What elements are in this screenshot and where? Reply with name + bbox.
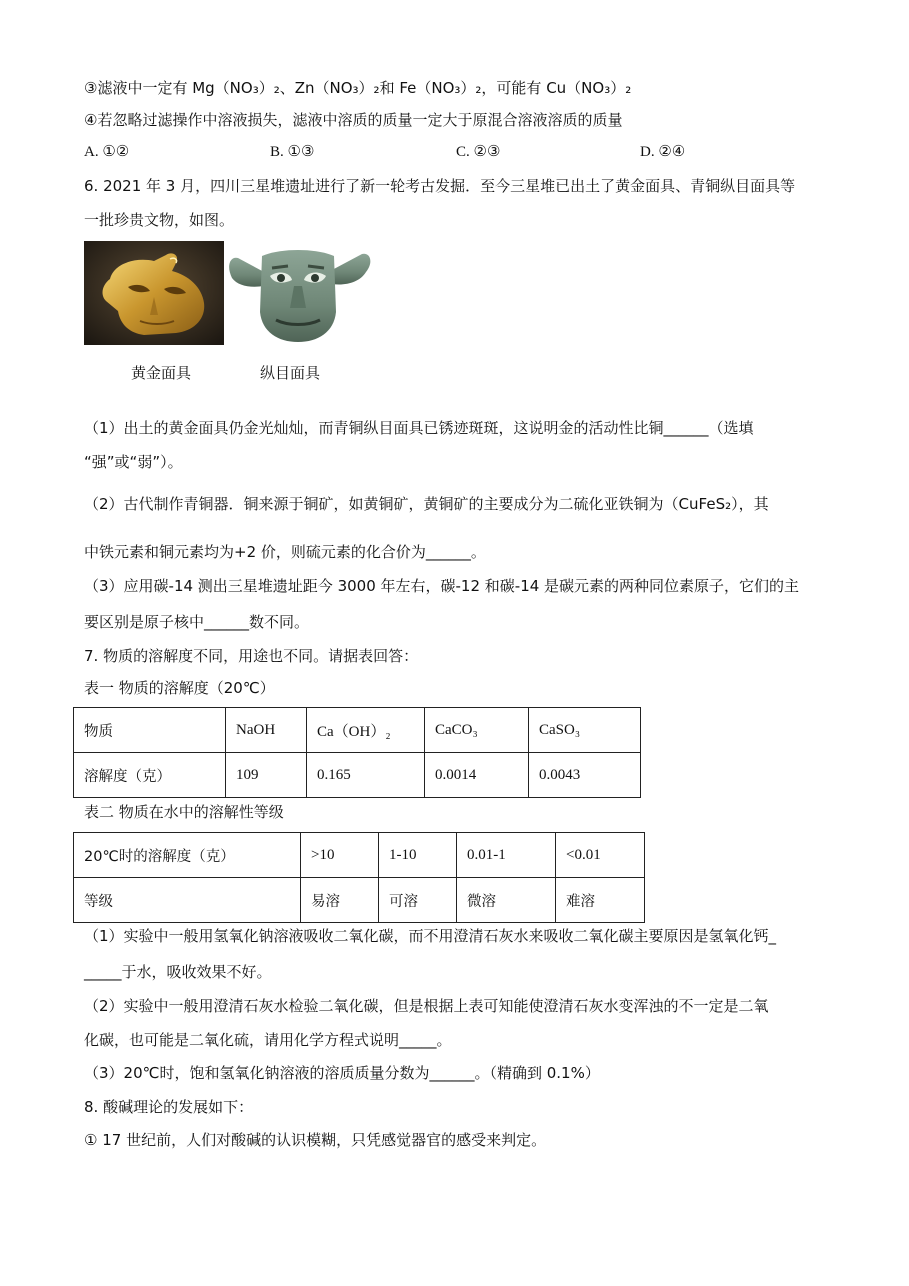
q7-intro: 7. 物质的溶解度不同，用途也不同。请据表回答： [84, 647, 419, 665]
q5-statement-4: ④若忽略过滤操作中溶液损失，滤液中溶质的质量一定大于原混合溶液溶质的质量 [84, 111, 623, 129]
q5-statement-3: ③滤液中一定有 Mg（NO₃）₂、Zn（NO₃）₂和 Fe（NO₃）₂，可能有 Cu（NO₃）₂ [84, 79, 632, 97]
q5-option-c[interactable]: C. ②③ [456, 144, 501, 160]
q8-intro: 8. 酸碱理论的发展如下： [84, 1098, 254, 1116]
table-row [74, 753, 641, 798]
q5-option-d[interactable]: D. ②④ [640, 144, 686, 160]
bronze-mask-caption: 纵目面具 [260, 364, 321, 382]
q6-sub-2-line-2: 中铁元素和铜元素均为+2 价，则硫元素的化合价为______。 [84, 543, 486, 561]
q6-intro-line-2: 一批珍贵文物，如图。 [84, 211, 235, 229]
table-cell: 微溶 [457, 878, 556, 923]
table-cell: CaCO₃ [425, 708, 529, 753]
bronze-mask-photo [224, 242, 374, 346]
q6-sub-1-line-1: （1）出土的黄金面具仍金光灿灿，而青铜纵目面具已锈迹斑斑，这说明金的活动性比铜______（选填 [84, 419, 754, 437]
table-cell: 等级 [74, 878, 301, 923]
solubility-grade-table [73, 832, 645, 923]
q7-sub-3: （3）20℃时，饱和氢氧化钠溶液的溶质质量分数为______。（精确到 0.1%） [84, 1064, 600, 1082]
q7-sub-2-line-1: （2）实验中一般用澄清石灰水检验二氧化碳，但是根据上表可知能使澄清石灰水变浑浊的不一定是二氧 [84, 997, 769, 1015]
table-cell: <0.01 [556, 833, 645, 878]
q5-option-b[interactable]: B. ①③ [270, 144, 315, 160]
gold-mask-photo [84, 241, 224, 345]
table-cell: 0.165 [307, 753, 425, 798]
gold-mask-caption: 黄金面具 [131, 364, 192, 382]
table-cell: NaOH [226, 708, 307, 753]
q6-sub-1-line-2: “强”或“弱”）。 [84, 453, 183, 471]
q8-item-1: ① 17 世纪前，人们对酸碱的认识模糊，只凭感觉器官的感受来判定。 [84, 1131, 547, 1149]
table-cell: 109 [226, 753, 307, 798]
table-row [74, 833, 645, 878]
table2-title: 表二 物质在水中的溶解性等级 [84, 803, 284, 821]
table-cell: 0.01-1 [457, 833, 556, 878]
table-cell: 易溶 [301, 878, 379, 923]
q7-sub-1-line-2: _____于水，吸收效果不好。 [84, 963, 272, 981]
q6-sub-3-line-2: 要区别是原子核中______数不同。 [84, 613, 310, 631]
table1-title: 表一 物质的溶解度（20℃） [84, 679, 275, 697]
table-cell: CaSO₃ [529, 708, 641, 753]
table-row [74, 708, 641, 753]
table-cell: 难溶 [556, 878, 645, 923]
q6-sub-3-line-1: （3）应用碳-14 测出三星堆遗址距今 3000 年左右，碳-12 和碳-14 是碳元素的两种同位素原子，它们的主 [84, 577, 800, 595]
table-cell: 可溶 [379, 878, 457, 923]
table-row [74, 878, 645, 923]
solubility-table [73, 707, 641, 798]
q7-sub-2-line-2: 化碳，也可能是二氧化硫，请用化学方程式说明_____。 [84, 1031, 452, 1049]
table-cell: Ca（OH）₂ [307, 708, 425, 753]
table-cell: 溶解度（克） [74, 753, 226, 798]
table-cell: 物质 [74, 708, 226, 753]
table-cell: 1-10 [379, 833, 457, 878]
q5-option-a[interactable]: A. ①② [84, 144, 130, 160]
q6-sub-2-line-1: （2）古代制作青铜器．铜来源于铜矿，如黄铜矿，黄铜矿的主要成分为二硫化亚铁铜为（CuFeS₂），其 [84, 495, 769, 513]
table-cell: 20℃时的溶解度（克） [74, 833, 301, 878]
table-cell: 0.0014 [425, 753, 529, 798]
q6-intro-line-1: 6. 2021 年 3 月，四川三星堆遗址进行了新一轮考古发掘．至今三星堆已出土了黄金面具、青铜纵目面具等 [84, 177, 796, 195]
q5-options [84, 142, 804, 164]
q7-sub-1-line-1: （1）实验中一般用氢氧化钠溶液吸收二氧化碳，而不用澄清石灰水来吸收二氧化碳主要原因是氢氧化钙_ [84, 927, 777, 945]
table-cell: 0.0043 [529, 753, 641, 798]
table-cell: >10 [301, 833, 379, 878]
